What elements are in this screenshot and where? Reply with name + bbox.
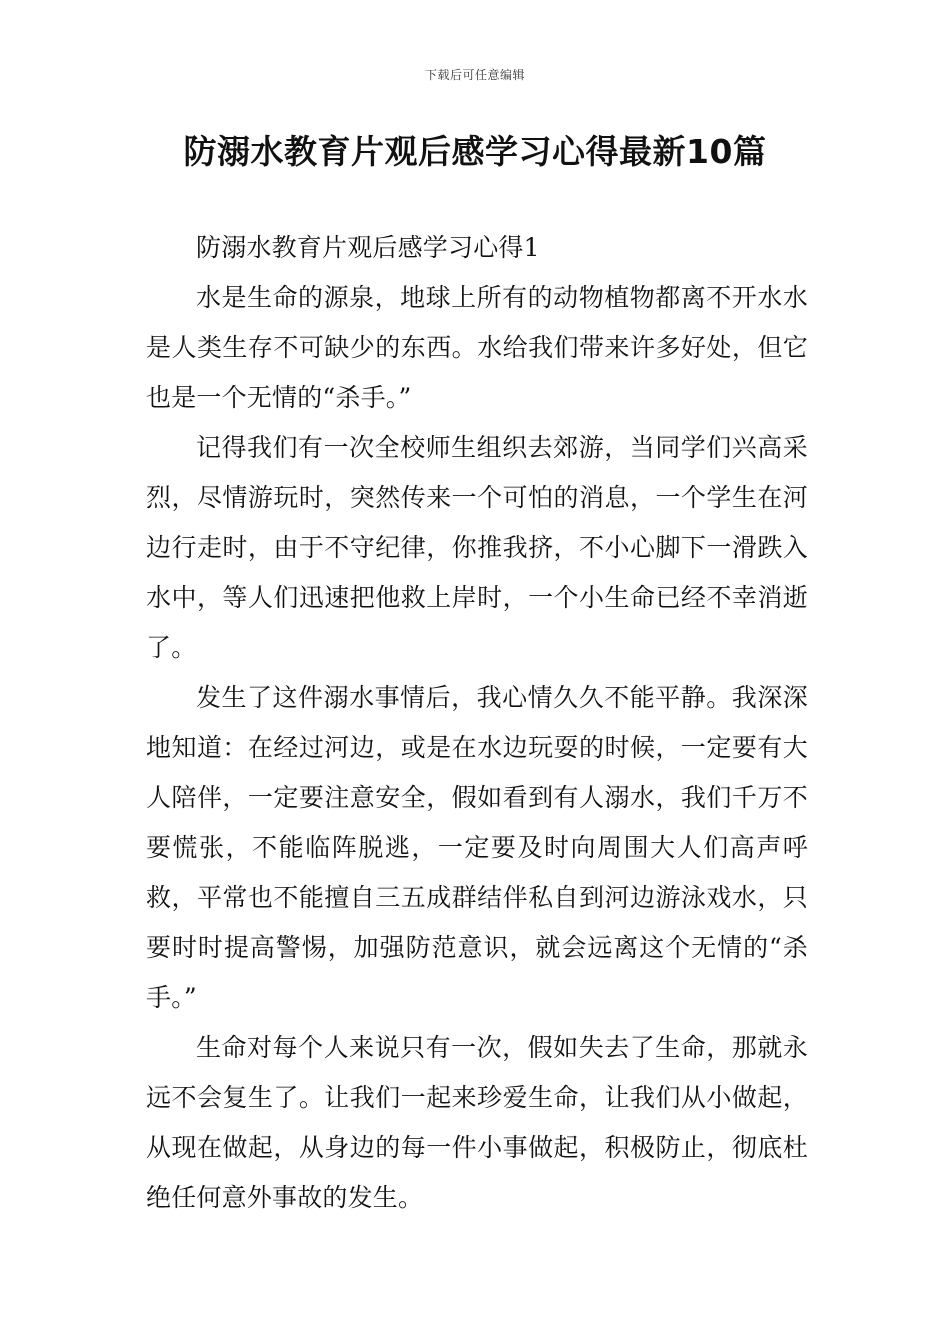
- paragraph-2: 记得我们有一次全校师生组织去郊游，当同学们兴高采烈，尽情游玩时，突然传来一个可怕的消息，一个学生在河边行走时，由于不守纪律，你推我挤，不小心脚下一滑跌入水中，等人们迅速把他救上岸时，一个小生命已经不幸消逝了。: [146, 433, 808, 662]
- paragraph-3: 发生了这件溺水事情后，我心情久久不能平静。我深深地知道：在经过河边，或是在水边玩耍的时候，一定要有大人陪伴，一定要注意安全，假如看到有人溺水，我们千万不要慌张，不能临阵脱逃，一定要及时向周围大人们高声呼救，平常也不能擅自三五成群结伴私自到河边游泳戏水，只要时时提高警惕，加强防范意识，就会远离这个无情的“杀手。”: [146, 683, 808, 1012]
- paragraph-4: 生命对每个人来说只有一次，假如失去了生命，那就永远不会复生了。让我们一起来珍爱生命，让我们从小做起，从现在做起，从身边的每一件小事做起，积极防止，彻底杜绝任何意外事故的发生。: [146, 1033, 808, 1212]
- document-title: 防溺水教育片观后感学习心得最新10篇: [183, 132, 767, 171]
- document-body: [146, 223, 808, 1223]
- paragraph-1: 水是生命的源泉，地球上所有的动物植物都离不开水水是人类生存不可缺少的东西。水给我们带来许多好处，但它也是一个无情的“杀手。”: [146, 283, 808, 412]
- header-note: 下载后可任意编辑: [424, 68, 525, 82]
- section-heading: 防溺水教育片观后感学习心得1: [196, 233, 540, 262]
